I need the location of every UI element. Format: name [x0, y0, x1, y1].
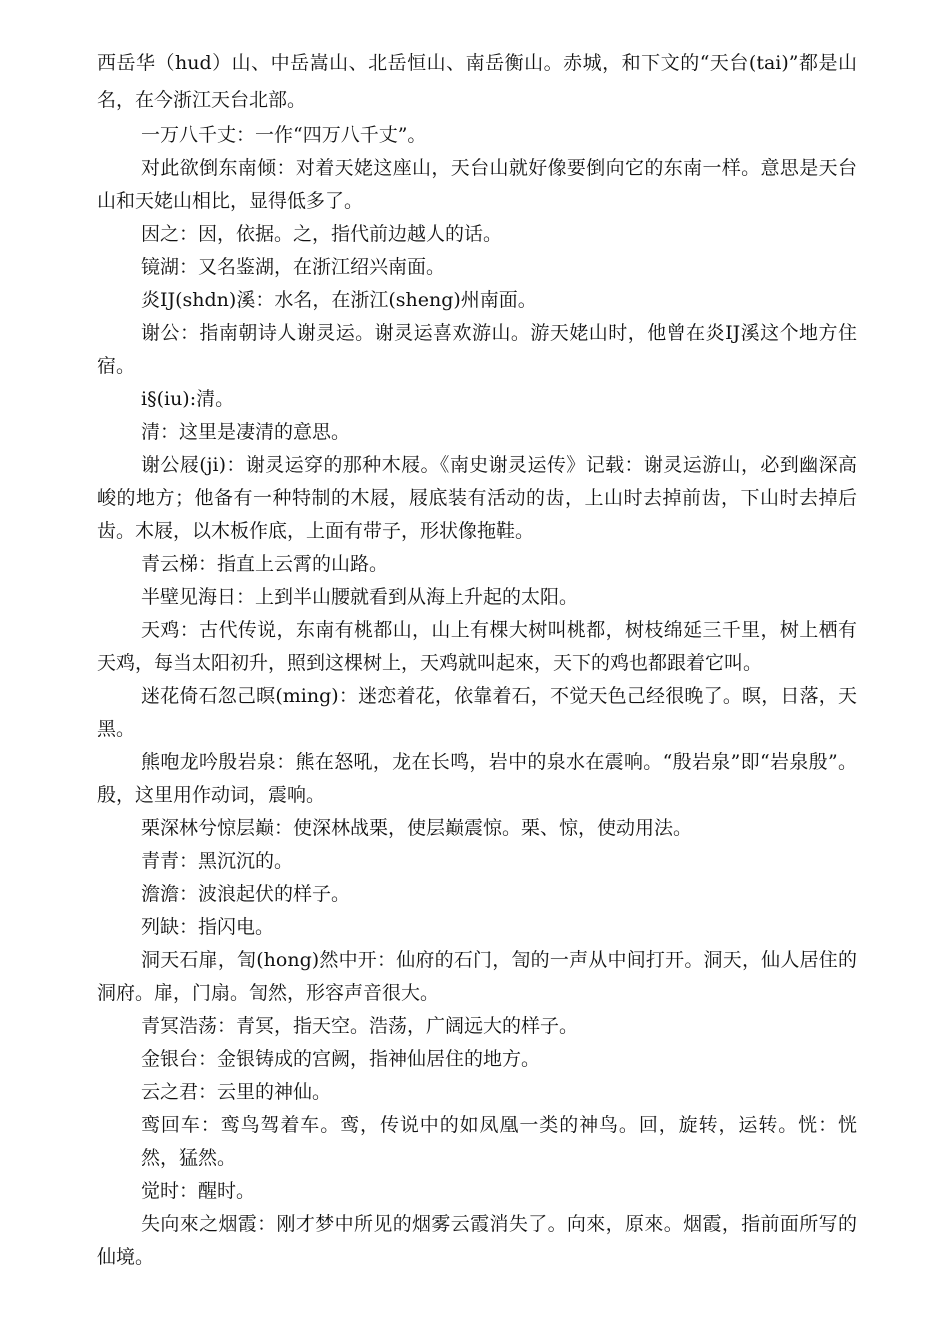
annotation-paragraph: i§(iu):清。: [141, 388, 235, 410]
annotation-paragraph: 失向來之烟霞：刚才梦中所见的烟雾云霞消失了。向來，原來。烟霞，指前面所写的仙境。: [97, 1213, 857, 1268]
annotation-paragraph: 天鸡：古代传说，东南有桃都山，山上有棵大树叫桃都，树枝绵延三千里，树上栖有天鸡，每当太阳初升，照到这棵树上，天鸡就叫起來，天下的鸡也都跟着它叫。: [97, 619, 857, 674]
annotation-paragraph: 谢公：指南朝诗人谢灵运。谢灵运喜欢游山。游天姥山时，他曾在炎IJ溪这个地方住宿。: [97, 322, 857, 377]
annotation-paragraph: 列缺：指闪电。: [141, 916, 275, 938]
annotation-paragraph: 洞天石扉，訇(hong)然中开：仙府的石门，訇的一声从中间打开。洞天，仙人居住的洞府。扉，门扇。訇然，形容声音很大。: [97, 949, 857, 1004]
annotation-paragraph: 鸾回车：鸾鸟驾着车。鸾，传说中的如凤凰一类的神鸟。回，旋转，运转。恍：恍然，猛然。: [141, 1114, 857, 1169]
annotation-paragraph: 谢公屐(ji)：谢灵运穿的那种木屐。《南史谢灵运传》记载：谢灵运游山，必到幽深高峻的地方；他备有一种特制的木屐，屐底装有活动的齿，上山时去掉前齿，下山时去掉后齿。木屐，以木板作底，上面有带子，形状像拖鞋。: [97, 454, 857, 542]
annotation-paragraph: 澹澹：波浪起伏的样子。: [141, 883, 351, 905]
annotation-paragraph: 青云梯：指直上云霄的山路。: [141, 553, 389, 575]
annotation-paragraph: 青青：黑沉沉的。: [141, 850, 294, 872]
annotation-paragraph: 金银台：金银铸成的宫阙，指神仙居住的地方。: [141, 1048, 541, 1070]
annotation-paragraph: 觉时：醒时。: [141, 1180, 256, 1202]
annotation-paragraph: 因之：因，依据。之，指代前边越人的话。: [141, 223, 503, 245]
annotation-paragraph: 西岳华（hud）山、中岳嵩山、北岳恒山、南岳衡山。赤城，和下文的“天台(tai)”都是山名，在今浙江天台北部。: [97, 52, 857, 111]
annotation-paragraph: 一万八千丈：一作“四万八千丈”。: [141, 124, 427, 146]
annotation-paragraph: 炎IJ(shdn)溪：水名，在浙江(sheng)州南面。: [141, 289, 537, 311]
annotation-paragraph: 熊咆龙吟殷岩泉：熊在怒吼，龙在长鸣，岩中的泉水在震响。“殷岩泉”即“岩泉殷”。殷，这里用作动词，震响。: [97, 751, 857, 806]
annotation-paragraph: 清：这里是凄清的意思。: [141, 421, 351, 443]
annotation-paragraph: 镜湖：又名鉴湖，在浙江绍兴南面。: [141, 256, 446, 278]
annotation-text-block: [97, 45, 857, 1274]
annotation-paragraph: 云之君：云里的神仙。: [141, 1081, 332, 1103]
annotation-paragraph: 迷花倚石忽己暝(ming)：迷恋着花，依靠着石，不觉天色己经很晚了。暝，日落，天黑。: [97, 685, 857, 740]
annotation-paragraph: 半壁见海日：上到半山腰就看到从海上升起的太阳。: [141, 586, 579, 608]
annotation-paragraph: 对此欲倒东南倾：对着天姥这座山，天台山就好像要倒向它的东南一样。意思是天台山和天姥山相比，显得低多了。: [97, 157, 857, 212]
annotation-paragraph: 栗深林兮惊层巅：使深林战栗，使层巅震惊。栗、惊，使动用法。: [141, 817, 693, 839]
annotation-paragraph: 青冥浩荡：青冥，指天空。浩荡，广阔远大的样子。: [141, 1015, 579, 1037]
